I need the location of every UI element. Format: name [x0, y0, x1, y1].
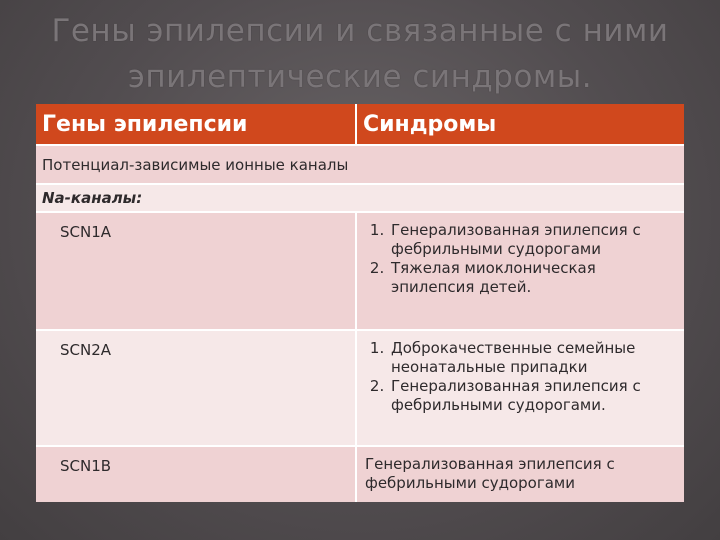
syndrome-item: 1. Генерализованная эпилепсия с фебрильными судорогами: [389, 221, 674, 259]
title-line-2: эпилептические синдромы.: [127, 59, 593, 95]
table-header-row: [36, 104, 684, 145]
table-row: [36, 212, 684, 330]
header-genes: Гены эпилепсии: [36, 104, 356, 145]
genes-table: [36, 104, 684, 502]
gene-cell: SCN2A: [36, 330, 356, 446]
syndrome-cell: [356, 212, 684, 330]
section-label: Потенциал-зависимые ионные каналы: [36, 145, 684, 184]
syndrome-item: 1. Доброкачественные семейные неонатальные припадки: [389, 339, 674, 377]
gene-cell: SCN1B: [36, 446, 356, 502]
syndrome-cell: [356, 330, 684, 446]
title-line-1: Гены эпилепсии и связанные с ними: [51, 13, 669, 49]
table-row: [36, 330, 684, 446]
syndrome-item: 2. Генерализованная эпилепсия с фебрильными судорогами.: [389, 377, 674, 415]
table-row: [36, 446, 684, 502]
slide-title: [40, 8, 680, 100]
header-syndromes: Синдромы: [356, 104, 684, 145]
subsection-row: [36, 184, 684, 212]
syndrome-item: 2. Тяжелая миоклоническая эпилепсия детей.: [389, 259, 674, 297]
gene-cell: SCN1A: [36, 212, 356, 330]
syndrome-list: [365, 339, 674, 415]
section-row: [36, 145, 684, 184]
syndrome-cell: Генерализованная эпилепсия с фебрильными судорогами: [356, 446, 684, 502]
syndrome-list: [365, 221, 674, 297]
subsection-label: Na-каналы:: [36, 184, 684, 212]
